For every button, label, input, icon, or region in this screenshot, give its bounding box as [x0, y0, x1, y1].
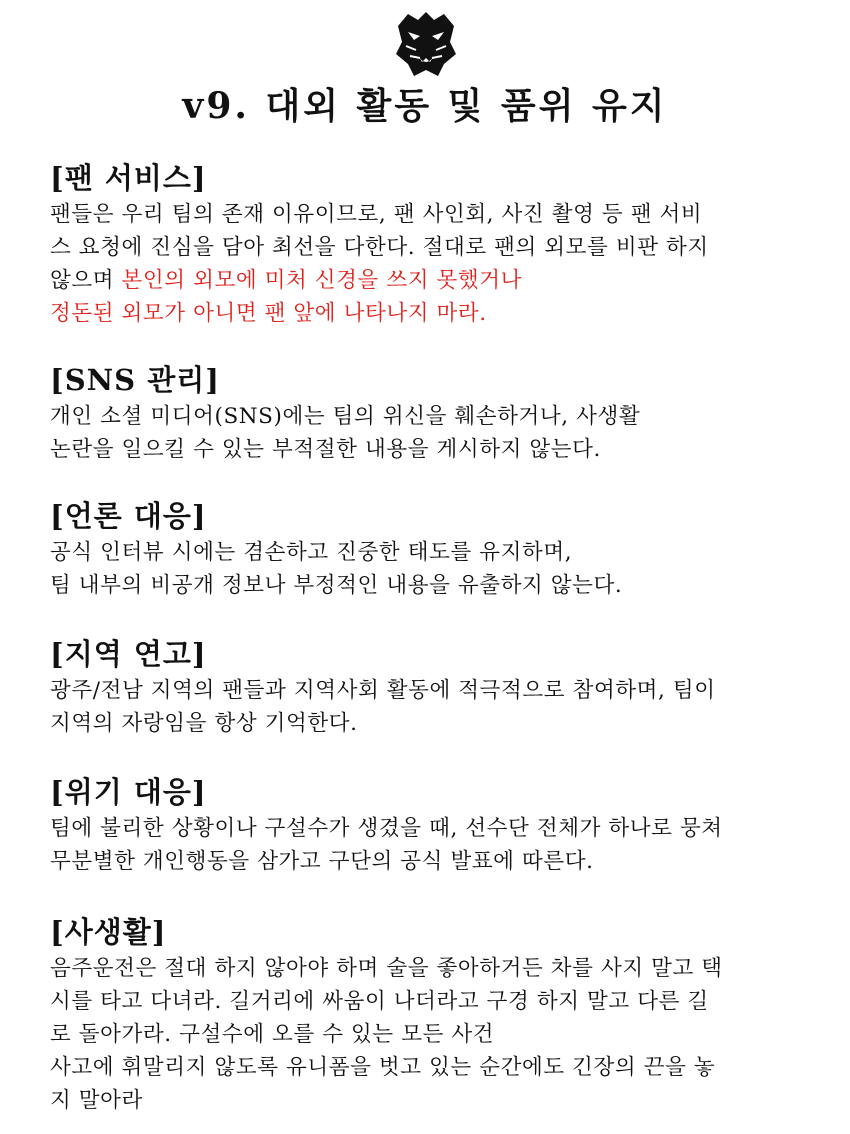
- section-fan-service: [50, 158, 810, 330]
- section-heading: [언론 대응]: [50, 499, 207, 533]
- tiger-logo-icon: [388, 6, 464, 82]
- body-line: 사고에 휘말리지 않도록 유니폼을 벗고 있는 순간에도 긴장의 끈을 놓: [50, 1055, 716, 1080]
- body-line-start: 않으며: [50, 268, 122, 293]
- section-body: [50, 674, 810, 740]
- body-line: 팀 내부의 비공개 정보나 부정적인 내용을 유출하지 않는다.: [50, 573, 623, 598]
- body-line: 팬들은 우리 팀의 존재 이유이므로, 팬 사인회, 사진 촬영 등 팬 서비: [50, 202, 703, 227]
- emphasis-text: 정돈된 외모가 아니면 팬 앞에 나타나지 마라.: [50, 301, 487, 326]
- section-body: [50, 536, 810, 602]
- body-line: 로 돌아가라. 구설수에 오를 수 있는 모든 사건: [50, 1022, 495, 1047]
- section-heading: [SNS 관리]: [50, 363, 220, 397]
- body-line: 시를 타고 다녀라. 길거리에 싸움이 나더라고 구경 하지 말고 다른 길: [50, 989, 709, 1014]
- section-body: [50, 952, 810, 1117]
- body-line: 스 요청에 진심을 담아 최선을 다한다. 절대로 팬의 외모를 비판 하지: [50, 235, 709, 260]
- body-line: 팀에 불리한 상황이나 구설수가 생겼을 때, 선수단 전체가 하나로 뭉쳐: [50, 816, 723, 841]
- body-line: 음주운전은 절대 하지 않아야 하며 술을 좋아하거든 차를 사지 말고 택: [50, 956, 723, 981]
- body-line: 개인 소셜 미디어(SNS)에는 팀의 위신을 훼손하거나, 사생활: [50, 404, 641, 429]
- body-line-mixed: [50, 264, 810, 297]
- page-title: v9. 대외 활동 및 품위 유지: [182, 85, 668, 127]
- body-line: 지역의 자랑임을 항상 기억한다.: [50, 711, 358, 736]
- section-body: [50, 198, 810, 330]
- section-crisis: [50, 772, 810, 878]
- section-sns: [50, 360, 810, 466]
- section-body: [50, 812, 810, 878]
- section-heading: [위기 대응]: [50, 775, 207, 809]
- section-region: [50, 634, 810, 740]
- emphasis-text: 본인의 외모에 미처 신경을 쓰지 못했거나: [121, 268, 522, 293]
- section-heading: [사생활]: [50, 915, 167, 949]
- section-heading: [팬 서비스]: [50, 161, 207, 195]
- section-body: [50, 400, 810, 466]
- section-private-life: [50, 912, 810, 1117]
- body-line: 논란을 일으킬 수 있는 부적절한 내용을 게시하지 않는다.: [50, 437, 601, 462]
- body-line: 광주/전남 지역의 팬들과 지역사회 활동에 적극적으로 참여하며, 팀이: [50, 678, 716, 703]
- section-press: [50, 496, 810, 602]
- body-line: 지 말아라: [50, 1088, 143, 1113]
- section-heading: [지역 연고]: [50, 637, 207, 671]
- body-line: 무분별한 개인행동을 삼가고 구단의 공식 발표에 따른다.: [50, 849, 594, 874]
- body-line: 공식 인터뷰 시에는 겸손하고 진중한 태도를 유지하며,: [50, 540, 573, 565]
